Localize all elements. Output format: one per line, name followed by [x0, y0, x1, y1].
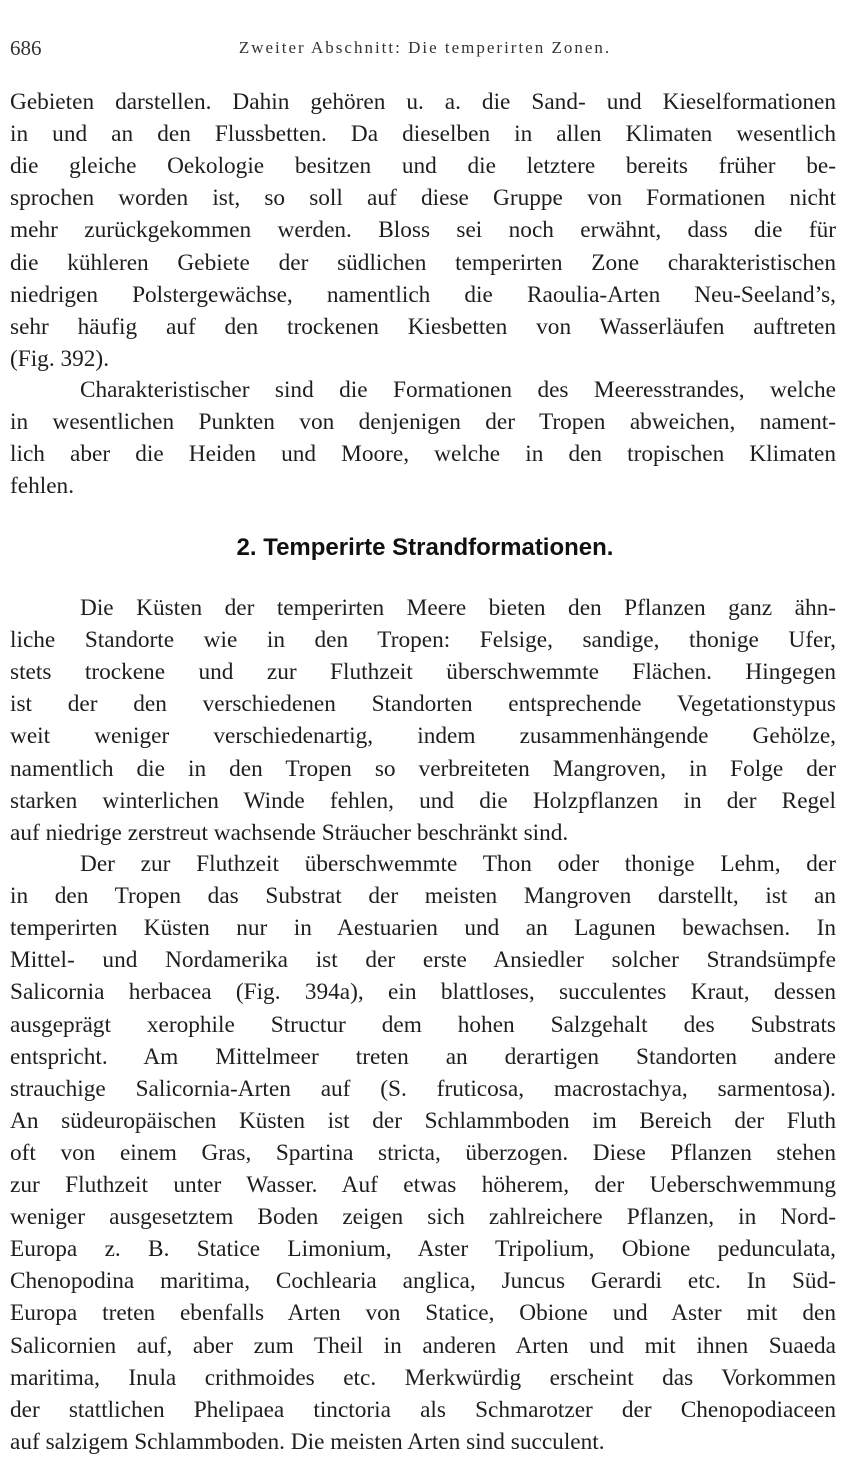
- text-line: Gebieten darstellen. Dahin gehören u. a. die Sand- und Kieselformationen: [10, 89, 836, 115]
- text-line: stets trockene und zur Fluthzeit überschwemmte Flächen. Hingegen: [10, 659, 836, 686]
- text-line: Europa treten ebenfalls Arten von Statice, Obione und Aster mit den: [10, 1300, 836, 1327]
- text-line: Die Küsten der temperirten Meere bieten den Pflanzen ganz ähn-: [80, 595, 836, 621]
- text-line: (Fig. 392).: [10, 345, 110, 372]
- section-heading: 2. Temperirte Strandformationen.: [236, 534, 614, 561]
- text-line: in wesentlichen Punkten von denjenigen der Tropen abweichen, nament-: [10, 409, 836, 436]
- text-line: die kühleren Gebiete der südlichen temperirten Zone charakteristischen: [10, 249, 836, 276]
- text-line: Mittel- und Nordamerika ist der erste Ansiedler solcher Strandsümpfe: [10, 947, 836, 974]
- text-line: sprochen worden ist, so soll auf diese Gruppe von Formationen nicht: [10, 185, 836, 212]
- text-line: die gleiche Oekologie besitzen und die letztere bereits früher be-: [10, 153, 836, 180]
- text-line: oft von einem Gras, Spartina stricta, überzogen. Diese Pflanzen stehen: [10, 1139, 836, 1166]
- text-line: Chenopodina maritima, Cochlearia anglica, Juncus Gerardi etc. In Süd-: [10, 1268, 836, 1295]
- text-line: An südeuropäischen Küsten ist der Schlammboden im Bereich der Fluth: [10, 1107, 836, 1134]
- text-line: der stattlichen Phelipaea tinctoria als Schmarotzer der Chenopodiaceen: [10, 1396, 836, 1423]
- text-line: ist der den verschiedenen Standorten entsprechende Vegetationstypus: [10, 691, 836, 718]
- page-number: 686: [10, 36, 42, 60]
- text-line: ausgeprägt xerophile Structur dem hohen Salzgehalt des Substrats: [10, 1011, 836, 1038]
- text-line: Salicornien auf, aber zum Theil in anderen Arten und mit ihnen Suaeda: [10, 1332, 836, 1359]
- text-line: namentlich die in den Tropen so verbreiteten Mangroven, in Folge der: [10, 755, 836, 782]
- text-line: weit weniger verschiedenartig, indem zusammenhängende Gehölze,: [10, 723, 836, 750]
- text-line: in den Tropen das Substrat der meisten Mangroven darstellt, ist an: [10, 883, 836, 910]
- text-line: entspricht. Am Mittelmeer treten an derartigen Standorten andere: [10, 1043, 836, 1070]
- text-line: sehr häufig auf den trockenen Kiesbetten von Wasserläufen auftreten: [10, 313, 836, 340]
- text-line: weniger ausgesetztem Boden zeigen sich zahlreichere Pflanzen, in Nord-: [10, 1204, 836, 1231]
- text-line: starken winterlichen Winde fehlen, und die Holzpflanzen in der Regel: [10, 787, 836, 814]
- text-line: strauchige Salicornia-Arten auf (S. fruticosa, macrostachya, sarmentosa).: [10, 1075, 836, 1102]
- text-line: Der zur Fluthzeit überschwemmte Thon oder thonige Lehm, der: [80, 851, 836, 877]
- text-line: fehlen.: [10, 473, 75, 500]
- text-line: auf niedrige zerstreut wachsende Sträucher beschränkt sind.: [10, 819, 569, 846]
- text-line: lich aber die Heiden und Moore, welche in den tropischen Klimaten: [10, 441, 836, 468]
- running-title: Zweiter Abschnitt: Die temperirten Zonen.: [238, 38, 612, 57]
- running-head: [10, 36, 840, 60]
- text-line: liche Standorte wie in den Tropen: Felsige, sandige, thonige Ufer,: [10, 627, 836, 654]
- text-line: mehr zurückgekommen werden. Bloss sei noch erwähnt, dass die für: [10, 217, 836, 244]
- text-line: niedrigen Polstergewächse, namentlich die Raoulia-Arten Neu-Seeland’s,: [10, 281, 836, 308]
- text-line: Europa z. B. Statice Limonium, Aster Tripolium, Obione pedunculata,: [10, 1236, 836, 1263]
- text-line: zur Fluthzeit unter Wasser. Auf etwas höherem, der Ueberschwemmung: [10, 1172, 836, 1198]
- text-line: Charakteristischer sind die Formationen des Meeresstrandes, welche: [80, 377, 836, 403]
- text-line: temperirten Küsten nur in Aestuarien und an Lagunen bewachsen. In: [10, 915, 836, 942]
- text-line: auf salzigem Schlammboden. Die meisten Arten sind succulent.: [10, 1428, 605, 1455]
- text-line: Salicornia herbacea (Fig. 394a), ein blattloses, succulentes Kraut, dessen: [10, 979, 836, 1006]
- text-line: maritima, Inula crithmoides etc. Merkwürdig erscheint das Vorkommen: [10, 1364, 836, 1391]
- text-line: in und an den Flussbetten. Da dieselben in allen Klimaten wesentlich: [10, 121, 836, 148]
